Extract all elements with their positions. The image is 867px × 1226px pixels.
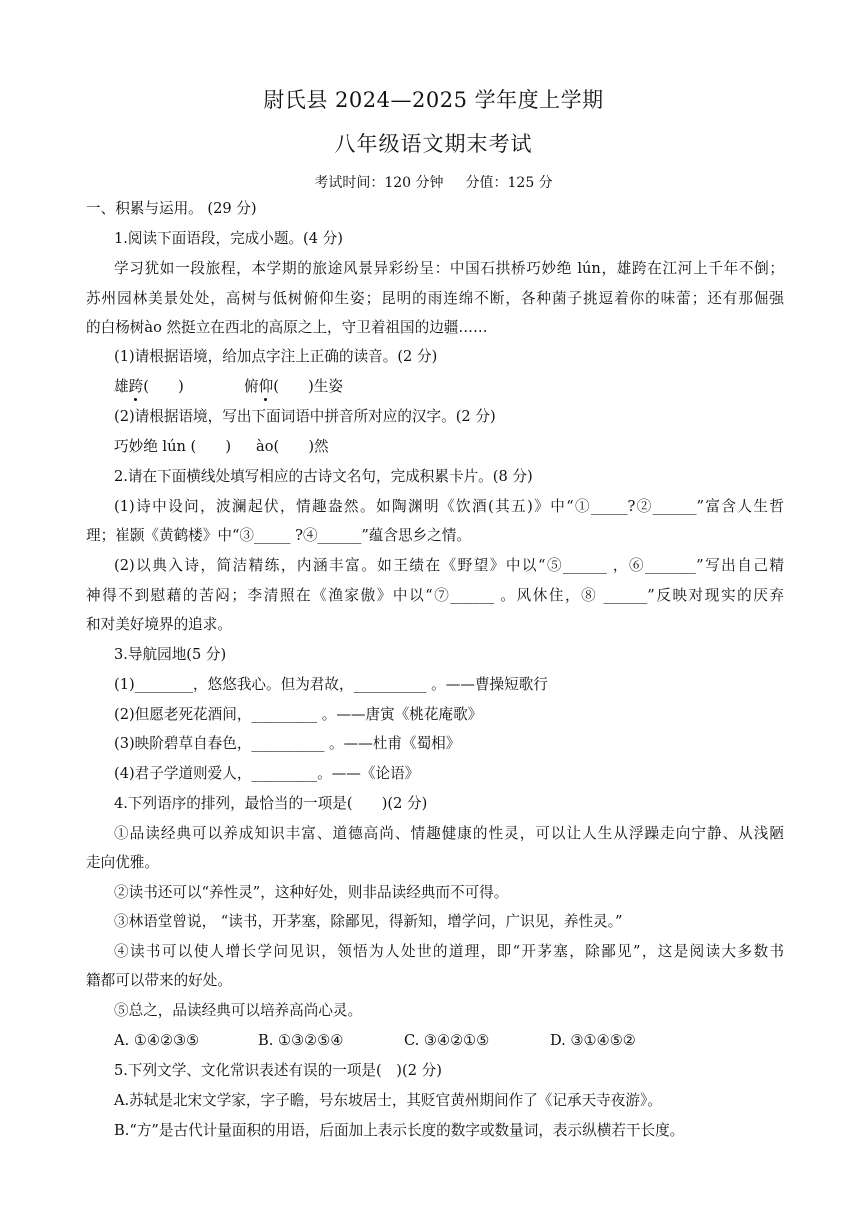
sentence-line: 籍都可以带来的好处。 — [86, 972, 232, 989]
section-heading: 一、积累与运用。 (29 分) — [86, 200, 257, 217]
sentence-line: ③林语堂曾说， “读书，开茅塞，除鄙见，得新知，增学问，广识见，养性灵。” — [114, 913, 623, 930]
question-2-stem: 2.请在下面横线处填写相应的古诗文名句，完成积累卡片。(8 分) — [114, 468, 533, 485]
question-1-stem: 1.阅读下面语段，完成小题。(4 分) — [114, 230, 343, 247]
passage-line: 苏州园林美景处处，高树与低树俯仰生姿；昆明的雨连绵不断，各种菌子挑逗着你的味蕾；还有那倔强 — [86, 290, 784, 307]
option-a: A. ①④②③⑤ — [114, 1032, 200, 1049]
exam-title: 尉氏县 2024—2025 学年度上学期 — [263, 88, 604, 112]
poem-line: 理；崔颢《黄鹤楼》中“③_____ ?④______”蕴含思乡之情。 — [86, 527, 471, 544]
question-1-sub2: (2)请根据语境，写出下面词语中拼音所对应的汉字。(2 分) — [114, 408, 496, 425]
option-a: A.苏轼是北宋文学家，字子瞻，号东坡居士，其贬官黄州期间作了《记承天寺夜游》。 — [114, 1092, 662, 1109]
hanzi-blank: ào( )然 — [256, 438, 329, 455]
exam-time: 考试时间：120 分钟 — [314, 175, 444, 191]
recite-line: (2)但愿老死花酒间，_________ 。——唐寅《桃花庵歌》 — [114, 706, 483, 723]
poem-line: (2)以典入诗，简洁精练，内涵丰富。如王绩在《野望》中以“⑤______ ，⑥_______”写出自己精 — [114, 557, 784, 574]
question-3-stem: 3.导航园地(5 分) — [114, 646, 227, 663]
question-1-sub1: (1)请根据语境，给加点字注上正确的读音。(2 分) — [114, 348, 438, 365]
option-b: B. ①③②⑤④ — [258, 1032, 344, 1049]
recite-line: (4)君子学道则爱人，_________。——《论语》 — [114, 765, 420, 782]
question-5-stem: 5.下列文学、文化常识表述有误的一项是( )(2 分) — [114, 1062, 442, 1079]
poem-line: 神得不到慰藉的苦闷；李清照在《渔家傲》中以“⑦______ 。风休住，⑧ ______”反映对现实的厌弃 — [86, 587, 784, 604]
option-b: B.“方”是古代计量面积的用语，后面加上表示长度的数字或数量词，表示纵横若干长度。 — [114, 1122, 685, 1139]
question-4-stem: 4.下列语序的排列，最恰当的一项是( )(2 分) — [114, 795, 428, 812]
exam-subtitle: 八年级语文期末考试 — [334, 132, 533, 156]
sentence-line: ②读书还可以“养性灵”，这种好处，则非品读经典而不可得。 — [114, 884, 509, 901]
option-c: C. ③④②①⑤ — [404, 1032, 490, 1049]
emphasis-char: 跨 — [128, 378, 144, 395]
exam-meta — [0, 172, 867, 192]
poem-line: 和对美好境界的追求。 — [86, 616, 232, 633]
option-d: D. ③①④⑤② — [550, 1032, 636, 1049]
poem-line: (1)诗中设问，波澜起伏，情趣盎然。如陶渊明《饮酒(其五)》中“①_____?②______”富含人生哲 — [114, 498, 784, 515]
emphasis-char: 仰 — [258, 378, 274, 395]
sentence-line: 走向优雅。 — [86, 854, 159, 871]
pinyin-blank: 俯仰( )生姿 — [244, 378, 343, 395]
hanzi-blank: 巧妙绝 lún ( ) — [114, 438, 232, 455]
pinyin-blank: 雄跨( ) — [114, 378, 184, 395]
sentence-line: ④读书可以使人增长学问见识，领悟为人处世的道理，即“开茅塞，除鄙见”，这是阅读大多数书 — [114, 943, 784, 960]
recite-line: (1)________，悠悠我心。但为君故，__________ 。——曹操短歌行 — [114, 676, 548, 693]
sentence-line: ⑤总之，品读经典可以培养高尚心灵。 — [114, 1002, 363, 1019]
sentence-line: ①品读经典可以养成知识丰富、道德高尚、情趣健康的性灵，可以让人生从浮躁走向宁静、从浅陋 — [114, 825, 784, 842]
exam-score: 分值：125 分 — [465, 175, 553, 191]
passage-line: 学习犹如一段旅程，本学期的旅途风景异彩纷呈：中国石拱桥巧妙绝 lún，雄跨在江河上千年不倒； — [114, 260, 784, 277]
passage-line: 的白杨树ào 然挺立在西北的高原之上，守卫着祖国的边疆…… — [86, 319, 488, 336]
recite-line: (3)映阶碧草自春色，__________ 。——杜甫《蜀相》 — [114, 735, 461, 752]
